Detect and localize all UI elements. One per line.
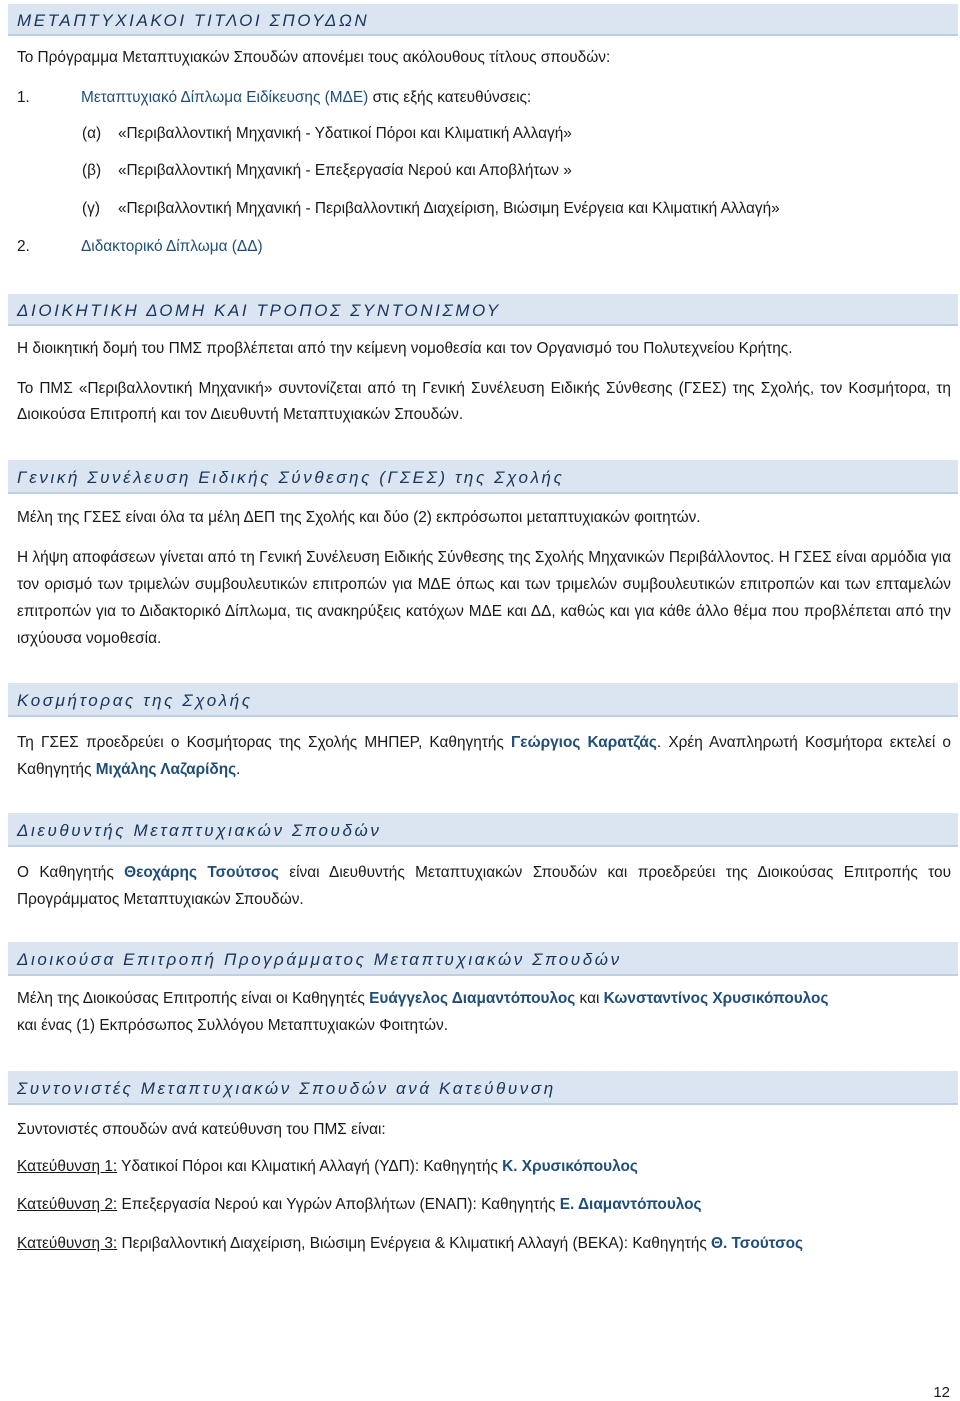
- page-number: 12: [933, 1384, 950, 1401]
- list-number: 1.: [17, 89, 30, 106]
- dean-text-1: Τη ΓΣΕΣ προεδρεύει ο Κοσμήτορας της Σχολής ΜΗΠΕΡ, Καθηγητής: [17, 734, 512, 751]
- list-item-mde: [17, 88, 951, 108]
- subheader-dean: Κοσμήτορας της Σχολής: [8, 683, 958, 717]
- intro-text: Το Πρόγραμμα Μεταπτυχιακών Σπουδών απονέμει τους ακόλουθους τίτλους σπουδών:: [17, 49, 611, 66]
- sub-item-text: «Περιβαλλοντική Μηχανική - Υδατικοί Πόροι και Κλιματική Αλλαγή»: [118, 125, 572, 142]
- committee-member-2: Κωνσταντίνος Χρυσικόπουλος: [603, 990, 829, 1007]
- section-header-administration: ΔΙΟΙΚΗΤΙΚΗ ΔΟΜΗ ΚΑΙ ΤΡΟΠΟΣ ΣΥΝΤΟΝΙΣΜΟΥ: [8, 294, 958, 326]
- section-header-degrees: ΜΕΤΑΠΤΥΧΙΑΚΟΙ ΤΙΤΛΟΙ ΣΠΟΥΔΩΝ: [8, 4, 958, 36]
- subheader-gses: Γενική Συνέλευση Ειδικής Σύνθεσης (ΓΣΕΣ) της Σχολής: [8, 460, 958, 494]
- list-item-phd: [17, 237, 951, 257]
- coordinator-item-3: [17, 1234, 951, 1254]
- coordinator-name: Κ. Χρυσικόπουλος: [502, 1158, 638, 1175]
- gses-paragraph-2: Η λήψη αποφάσεων γίνεται από τη Γενική Συνέλευση Ειδικής Σύνθεσης της Σχολής Μηχανικών Περιβάλλοντος. Η ΓΣΕΣ είναι αρμόδια για τον ορισμό των τριμελών συμβουλευτικών επιτροπών για ΜΔΕ όπως και των τριμελών συμβουλευτικών επιτροπών και των επταμελών επιτροπών για το Διδακτορικό Δίπλωμα, τις ανακηρύξεις κατόχων ΜΔΕ και ΔΔ, καθώς και για κάθε άλλο θέμα που προβλέπεται από την ισχύουσα νομοθεσία.: [17, 549, 951, 647]
- list-number: 2.: [17, 238, 30, 255]
- coordinator-item-1: [17, 1157, 951, 1177]
- committee-paragraph-line-1: [17, 989, 951, 1009]
- subheader-committee: Διοικούσα Επιτροπή Προγράμματος Μεταπτυχιακών Σπουδών: [8, 942, 958, 976]
- director-name: Θεοχάρης Τσούτσος: [124, 864, 279, 881]
- dean-text-3: .: [236, 761, 241, 778]
- dean-paragraph: [17, 729, 951, 783]
- coordinator-text: Υδατικοί Πόροι και Κλιματική Αλλαγή (ΥΔΠ): Καθηγητής: [117, 1158, 503, 1175]
- sub-item-a: [82, 124, 960, 144]
- coordinator-label: Κατεύθυνση 2:: [17, 1196, 118, 1213]
- subheader-director: Διευθυντής Μεταπτυχιακών Σπουδών: [8, 813, 958, 847]
- sub-item-b: [82, 161, 960, 181]
- gses-paragraph-1: Μέλη της ΓΣΕΣ είναι όλα τα μέλη ΔΕΠ της Σχολής και δύο (2) εκπρόσωποι μεταπτυχιακών φοιτητών.: [17, 509, 701, 526]
- coordinator-label: Κατεύθυνση 1:: [17, 1158, 118, 1175]
- director-text-1: Ο Καθηγητής: [17, 864, 125, 881]
- committee-paragraph-line-2: και ένας (1) Εκπρόσωπος Συλλόγου Μεταπτυχιακών Φοιτητών.: [17, 1017, 448, 1034]
- coordinator-name: Ε. Διαμαντόπουλος: [559, 1196, 702, 1213]
- sub-item-label: (γ): [82, 200, 100, 217]
- committee-member-1: Ευάγγελος Διαμαντόπουλος: [369, 990, 576, 1007]
- sub-item-text: «Περιβαλλοντική Μηχανική - Περιβαλλοντική Διαχείριση, Βιώσιμη Ενέργεια και Κλιματική Αλλαγή»: [118, 200, 780, 217]
- admin-paragraph-2: Το ΠΜΣ «Περιβαλλοντική Μηχανική» συντονίζεται από τη Γενική Συνέλευση Ειδικής Σύνθεσης (ΓΣΕΣ) της Σχολής, τον Κοσμήτορα, τη Διοικούσα Επιτροπή και τον Διευθυντή Μεταπτυχιακών Σπουδών.: [17, 380, 951, 423]
- admin-paragraph-1: Η διοικητική δομή του ΠΜΣ προβλέπεται από την κείμενη νομοθεσία και τον Οργανισμό του Πολυτεχνείου Κρήτης.: [17, 340, 793, 357]
- sub-item-label: (β): [82, 162, 102, 179]
- mde-title: Μεταπτυχιακό Δίπλωμα Ειδίκευσης (ΜΔΕ): [81, 89, 369, 106]
- committee-text-1: Μέλη της Διοικούσας Επιτροπής είναι οι Καθηγητές: [17, 990, 370, 1007]
- sub-item-label: (α): [82, 125, 102, 142]
- phd-title: Διδακτορικό Δίπλωμα (ΔΔ): [81, 238, 263, 255]
- coordinator-item-2: [17, 1195, 951, 1215]
- coordinator-name: Θ. Τσούτσος: [711, 1235, 804, 1252]
- sub-item-c: [82, 199, 960, 219]
- mde-rest: στις εξής κατευθύνσεις:: [368, 89, 532, 106]
- dean-text-2: . Χρέη Αναπληρωτή Κοσμήτορα εκτελεί ο Καθηγητής: [17, 734, 951, 778]
- director-text-2: είναι Διευθυντής Μεταπτυχιακών Σπουδών και προεδρεύει της Διοικούσας Επιτροπής του Προγράμματος Μεταπτυχιακών Σπουδών.: [17, 864, 951, 908]
- deputy-dean-name: Μιχάλης Λαζαρίδης: [95, 761, 237, 778]
- director-paragraph: [17, 859, 951, 913]
- dean-name: Γεώργιος Καρατζάς: [511, 734, 657, 751]
- coordinator-text: Επεξεργασία Νερού και Υγρών Αποβλήτων (ΕΝΑΠ): Καθηγητής: [117, 1196, 560, 1213]
- coordinators-intro: Συντονιστές σπουδών ανά κατεύθυνση του ΠΜΣ είναι:: [17, 1121, 386, 1138]
- committee-text-2: και: [575, 990, 604, 1007]
- sub-item-text: «Περιβαλλοντική Μηχανική - Επεξεργασία Νερού και Αποβλήτων »: [118, 162, 572, 179]
- coordinator-label: Κατεύθυνση 3:: [17, 1235, 118, 1252]
- subheader-coordinators: Συντονιστές Μεταπτυχιακών Σπουδών ανά Κατεύθυνση: [8, 1071, 958, 1105]
- coordinator-text: Περιβαλλοντική Διαχείριση, Βιώσιμη Ενέργεια & Κλιματική Αλλαγή (ΒΕΚΑ): Καθηγητής: [117, 1235, 712, 1252]
